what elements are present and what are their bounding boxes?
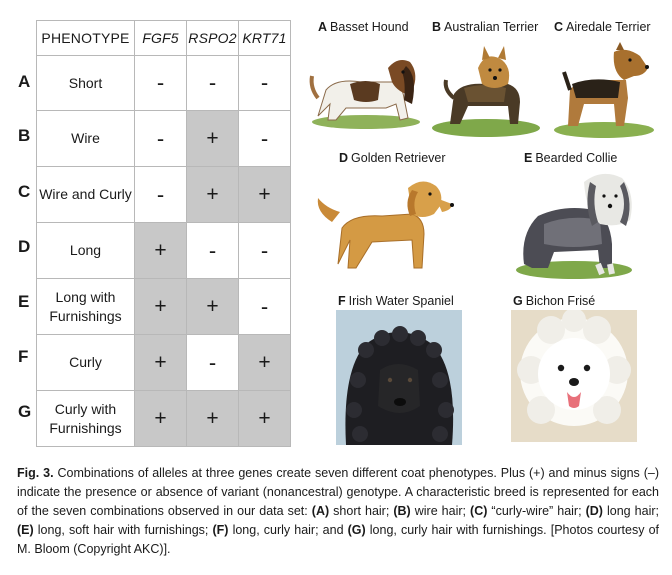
genotype-cell-krt71: -: [239, 56, 291, 111]
bichon-frise-photo: [511, 310, 637, 442]
photo-letter: C: [554, 20, 564, 34]
genotype-cell-fgf5: +: [135, 279, 187, 335]
genotype-cell-fgf5: -: [135, 56, 187, 111]
phenotype-table: [36, 20, 291, 447]
caption-item-letter: (A): [311, 504, 330, 518]
photo-name: Irish Water Spaniel: [348, 294, 454, 308]
genotype-cell-rspo2: +: [187, 279, 239, 335]
photo-name: Basset Hound: [330, 20, 409, 34]
figure-caption: [17, 464, 659, 559]
genotype-cell-krt71: -: [239, 279, 291, 335]
table-row: [37, 223, 291, 279]
photo-label-c: [554, 20, 651, 34]
phenotype-cell: Curly with Furnishings: [37, 391, 135, 447]
row-letter: B: [18, 125, 31, 145]
caption-item-letter: (F): [212, 523, 229, 537]
genotype-cell-krt71: +: [239, 167, 291, 223]
genotype-cell-rspo2: +: [187, 391, 239, 447]
genotype-cell-rspo2: -: [187, 335, 239, 391]
photo-label-g: [513, 294, 595, 308]
photo-letter: D: [339, 151, 349, 165]
genotype-cell-fgf5: +: [135, 391, 187, 447]
row-letter: D: [18, 236, 31, 256]
caption-item-letter: (C): [470, 504, 488, 518]
phenotype-cell: Long: [37, 223, 135, 279]
photo-letter: F: [338, 294, 346, 308]
genotype-cell-krt71: -: [239, 223, 291, 279]
caption-label: Fig. 3.: [17, 466, 54, 480]
row-letter: E: [18, 291, 30, 311]
phenotype-cell: Wire and Curly: [37, 167, 135, 223]
caption-item-letter: (G): [347, 523, 366, 537]
photo-name: Airedale Terrier: [566, 20, 651, 34]
table-row: [37, 111, 291, 167]
phenotype-cell: Short: [37, 56, 135, 111]
genotype-cell-rspo2: +: [187, 167, 239, 223]
irish-water-spaniel-photo: [336, 310, 462, 445]
photo-name: Golden Retriever: [351, 151, 446, 165]
photo-letter: E: [524, 151, 533, 165]
genotype-cell-fgf5: -: [135, 167, 187, 223]
header-phenotype: PHENOTYPE: [37, 21, 135, 56]
genotype-cell-krt71: +: [239, 335, 291, 391]
photo-letter: G: [513, 294, 523, 308]
australian-terrier-photo: [428, 38, 546, 138]
caption-item-text: wire hair;: [410, 504, 471, 518]
photo-label-d: [339, 151, 446, 165]
photo-name: Bearded Collie: [535, 151, 618, 165]
row-letter: C: [18, 181, 31, 201]
caption-item-text: long, curly hair; and: [228, 523, 348, 537]
caption-item-letter: (D): [585, 504, 603, 518]
airedale-terrier-photo: [550, 38, 660, 138]
header-krt71: KRT71: [239, 21, 291, 56]
phenotype-cell: Wire: [37, 111, 135, 167]
genotype-cell-fgf5: -: [135, 111, 187, 167]
caption-text: Combinations of alleles at three genes create seven different coat phenotypes. Plus (+) and minus signs (–) indicate the presence or absence of variant (nonancestral) genotype. A characteristic breed is represented for each of the seven combinations observed in our data set:: [17, 466, 659, 518]
photo-label-e: [524, 151, 617, 165]
caption-item-text: long hair;: [602, 504, 659, 518]
caption-item-text: “curly-wire” hair;: [487, 504, 586, 518]
header-fgf5: FGF5: [135, 21, 187, 56]
basset-hound-photo: [306, 38, 424, 130]
table-row: [37, 279, 291, 335]
caption-item-text: short hair;: [329, 504, 394, 518]
table-header-row: [37, 21, 291, 56]
caption-item-text: long, curly hair with furnishings. [Photos courtesy of M. Bloom (Copyright AKC)].: [17, 523, 659, 556]
photo-label-a: [318, 20, 409, 34]
row-letter: F: [18, 346, 29, 366]
row-letter: A: [18, 71, 31, 91]
photo-name: Bichon Frisé: [525, 294, 596, 308]
table-row: [37, 391, 291, 447]
genotype-cell-fgf5: +: [135, 335, 187, 391]
photo-label-f: [338, 294, 454, 308]
phenotype-cell: Curly: [37, 335, 135, 391]
photo-name: Australian Terrier: [444, 20, 539, 34]
genotype-cell-rspo2: -: [187, 223, 239, 279]
row-letter: G: [18, 401, 32, 421]
table-row: [37, 335, 291, 391]
caption-item-letter: (E): [17, 523, 34, 537]
genotype-cell-rspo2: +: [187, 111, 239, 167]
caption-item-text: long, soft hair with furnishings;: [33, 523, 213, 537]
table-row: [37, 167, 291, 223]
genotype-cell-krt71: +: [239, 391, 291, 447]
genotype-cell-rspo2: -: [187, 56, 239, 111]
phenotype-cell: Long with Furnishings: [37, 279, 135, 335]
caption-item-letter: (B): [393, 504, 411, 518]
photo-letter: A: [318, 20, 328, 34]
table-row: [37, 56, 291, 111]
golden-retriever-photo: [312, 168, 462, 280]
photo-letter: B: [432, 20, 442, 34]
photo-label-b: [432, 20, 538, 34]
header-rspo2: RSPO2: [187, 21, 239, 56]
bearded-collie-photo: [514, 164, 642, 280]
genotype-cell-krt71: -: [239, 111, 291, 167]
genotype-cell-fgf5: +: [135, 223, 187, 279]
